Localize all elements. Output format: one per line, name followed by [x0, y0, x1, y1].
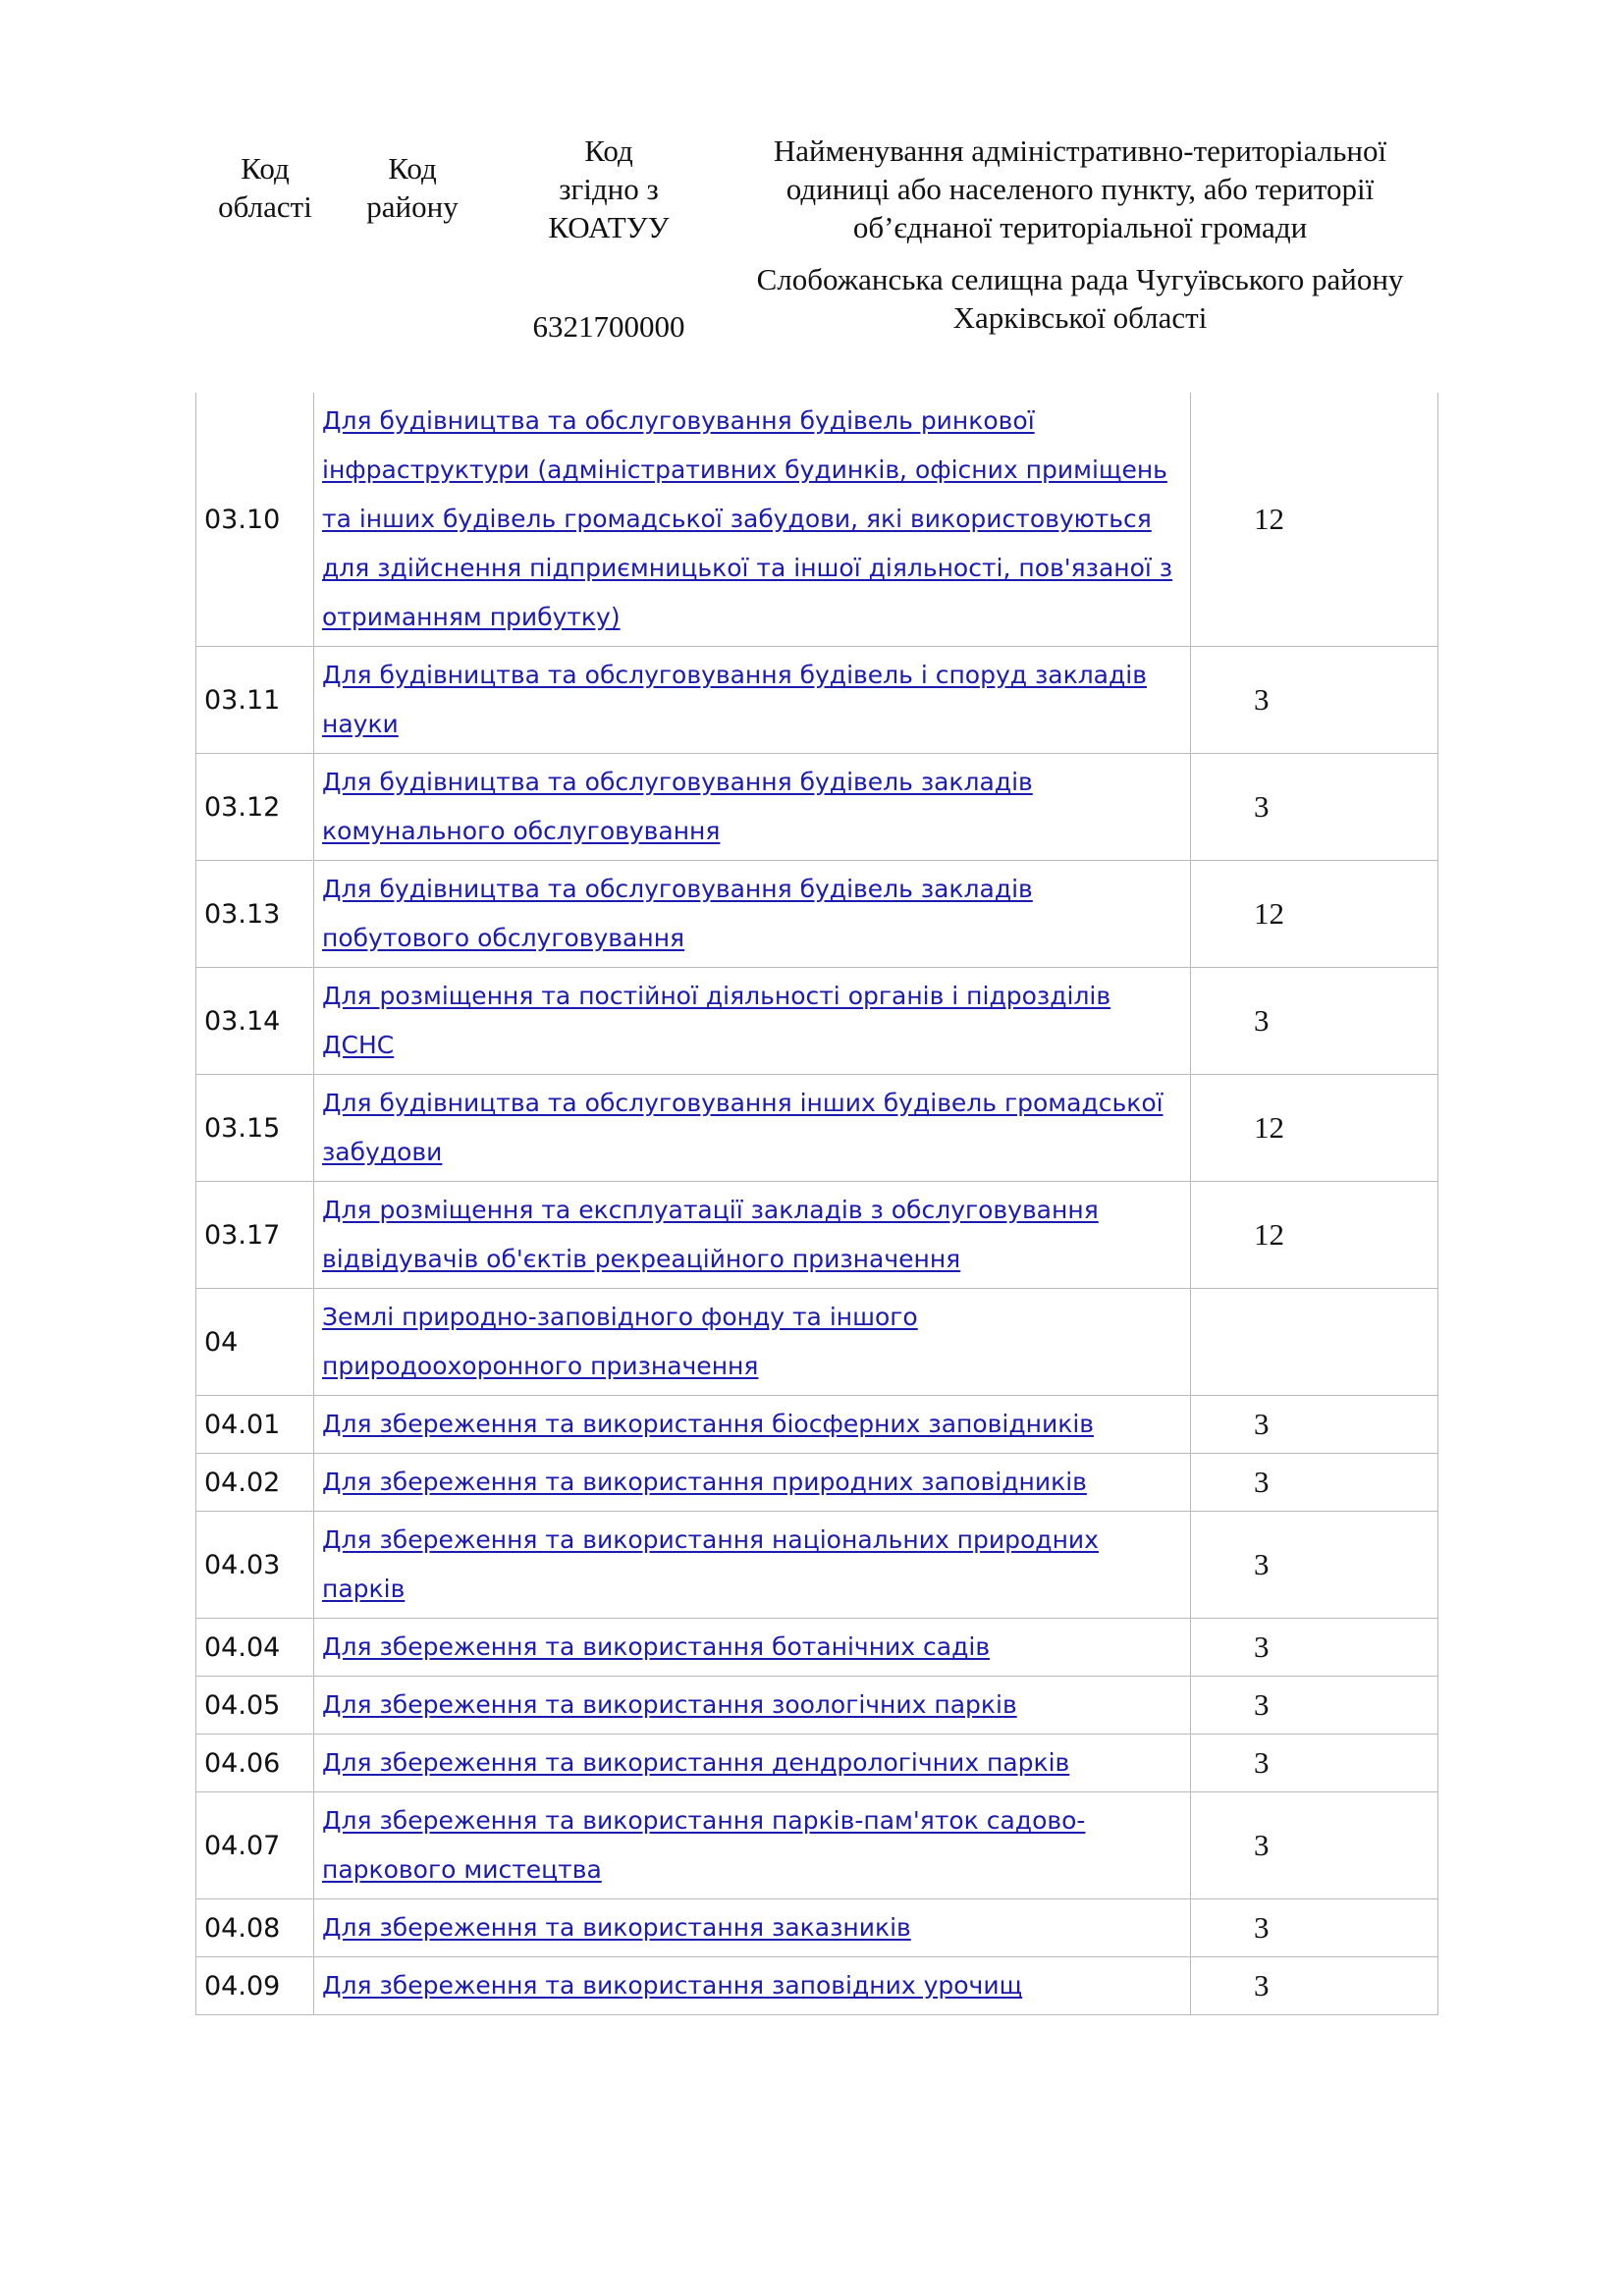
- purpose-description: [314, 1735, 1191, 1792]
- purpose-link-line: та інших будівель громадської забудови, які використовуються: [322, 505, 1152, 533]
- purpose-link-line: Для будівництва та обслуговування будівель ринкової: [322, 406, 1035, 435]
- purpose-link-line: Для будівництва та обслуговування будівель і споруд закладів: [322, 661, 1147, 689]
- purpose-link[interactable]: [322, 982, 1110, 1059]
- table-row: [196, 861, 1438, 968]
- table-row: [196, 1899, 1438, 1957]
- land-purpose-table-body: [196, 393, 1438, 2015]
- purpose-code: 03.14: [196, 968, 314, 1075]
- purpose-link-line: науки: [322, 710, 399, 738]
- purpose-link-line: відвідувачів об'єктів рекреаційного призначення: [322, 1245, 961, 1273]
- rate-value: 3: [1191, 1899, 1438, 1957]
- table-row: [196, 968, 1438, 1075]
- purpose-link-line: Для розміщення та експлуатації закладів з обслуговування: [322, 1196, 1099, 1224]
- purpose-link[interactable]: [322, 1690, 1017, 1719]
- purpose-link-line: парків: [322, 1575, 406, 1603]
- purpose-link[interactable]: [322, 1632, 990, 1661]
- purpose-code: 03.12: [196, 754, 314, 861]
- purpose-link[interactable]: [322, 768, 1033, 845]
- purpose-description: [314, 1396, 1191, 1454]
- purpose-link[interactable]: [322, 406, 1172, 631]
- rate-value: 3: [1191, 1677, 1438, 1735]
- purpose-description: [314, 1899, 1191, 1957]
- purpose-link-line: паркового мистецтва: [322, 1855, 602, 1884]
- purpose-code: 04.09: [196, 1957, 314, 2015]
- purpose-description: [314, 1075, 1191, 1182]
- table-row: [196, 1396, 1438, 1454]
- purpose-link-line: Для збереження та використання дендрологічних парків: [322, 1748, 1070, 1777]
- purpose-description: [314, 861, 1191, 968]
- purpose-link-line: Для збереження та використання парків-пам'яток садово-: [322, 1806, 1086, 1835]
- rate-value: 3: [1191, 968, 1438, 1075]
- unit-name-line: Слобожанська селищна рада Чугуївського району: [756, 262, 1404, 296]
- purpose-link-line: Для будівництва та обслуговування інших будівель громадської: [322, 1089, 1164, 1117]
- land-purpose-table: [195, 393, 1438, 2015]
- purpose-description: [314, 1619, 1191, 1677]
- purpose-link[interactable]: [322, 1525, 1099, 1603]
- purpose-link-line: Для збереження та використання ботанічних садів: [322, 1632, 991, 1661]
- purpose-link-line: Для збереження та використання біосферних заповідників: [322, 1410, 1094, 1438]
- unit-name: [717, 260, 1443, 337]
- purpose-link-line: Для будівництва та обслуговування будівель закладів: [322, 875, 1033, 903]
- koatuu-code-value: 6321700000: [532, 309, 685, 344]
- table-row: [196, 754, 1438, 861]
- table-row: [196, 1454, 1438, 1512]
- table-row: [196, 647, 1438, 754]
- purpose-link-line: інфраструктури (адміністративних будинків, офісних приміщень: [322, 455, 1167, 484]
- purpose-description: [314, 1182, 1191, 1289]
- purpose-link-line: забудови: [322, 1138, 443, 1166]
- purpose-link-line: побутового обслуговування: [322, 924, 685, 952]
- header-col-koatuu: [511, 132, 707, 246]
- purpose-description: [314, 754, 1191, 861]
- purpose-link-line: комунального обслуговування: [322, 817, 721, 845]
- purpose-code: 04.08: [196, 1899, 314, 1957]
- purpose-code: 04.01: [196, 1396, 314, 1454]
- purpose-link-line: ДСНС: [322, 1031, 395, 1059]
- purpose-code: 03.10: [196, 393, 314, 647]
- purpose-description: [314, 1957, 1191, 2015]
- purpose-link[interactable]: [322, 1806, 1085, 1884]
- rate-value: 12: [1191, 861, 1438, 968]
- rate-value: 12: [1191, 1075, 1438, 1182]
- purpose-link[interactable]: [322, 1410, 1094, 1438]
- rate-value: 3: [1191, 1512, 1438, 1619]
- purpose-link-line: Для збереження та використання національних природних: [322, 1525, 1099, 1554]
- rate-value: 3: [1191, 754, 1438, 861]
- rate-value: 12: [1191, 1182, 1438, 1289]
- table-row: [196, 1182, 1438, 1289]
- table-row: [196, 1512, 1438, 1619]
- rate-value: 3: [1191, 1454, 1438, 1512]
- purpose-code: 03.13: [196, 861, 314, 968]
- purpose-link[interactable]: [322, 1089, 1164, 1166]
- header-col-oblast: [196, 149, 334, 226]
- rate-value: 3: [1191, 1735, 1438, 1792]
- header-col-rayon: [344, 149, 481, 226]
- purpose-link-line: Землі природно-заповідного фонду та іншого: [322, 1303, 918, 1331]
- rate-value: [1191, 1289, 1438, 1396]
- purpose-code: 04.03: [196, 1512, 314, 1619]
- rate-value: 3: [1191, 1396, 1438, 1454]
- header-col-oblast-line: Код: [241, 151, 290, 186]
- table-row: [196, 1792, 1438, 1899]
- table-row: [196, 1075, 1438, 1182]
- header-col-rayon-line: Код: [388, 151, 437, 186]
- purpose-code: 04: [196, 1289, 314, 1396]
- purpose-code: 03.15: [196, 1075, 314, 1182]
- header-col-rayon-line: району: [366, 189, 459, 224]
- purpose-link-line: Для розміщення та постійної діяльності органів і підрозділів: [322, 982, 1111, 1010]
- table-row: [196, 393, 1438, 647]
- purpose-link[interactable]: [322, 661, 1147, 738]
- purpose-code: 03.17: [196, 1182, 314, 1289]
- purpose-link-line: Для збереження та використання заповідних урочищ: [322, 1971, 1023, 2000]
- purpose-link-line: Для збереження та використання природних заповідників: [322, 1468, 1087, 1496]
- header-col-koatuu-line: Код: [584, 133, 633, 168]
- table-row: [196, 1289, 1438, 1396]
- header-col-name-line: одиниці або населеного пункту, або території: [785, 172, 1375, 206]
- purpose-link[interactable]: [322, 875, 1033, 952]
- rate-value: 3: [1191, 1792, 1438, 1899]
- table-row: [196, 1735, 1438, 1792]
- purpose-link[interactable]: [322, 1468, 1087, 1496]
- purpose-description: [314, 1454, 1191, 1512]
- header-col-koatuu-line: згідно з: [559, 172, 659, 206]
- purpose-description: [314, 968, 1191, 1075]
- header-col-name: [717, 132, 1443, 246]
- purpose-description: [314, 1792, 1191, 1899]
- purpose-link[interactable]: [322, 1748, 1069, 1777]
- purpose-link-line: Для збереження та використання зоологічних парків: [322, 1690, 1017, 1719]
- purpose-description: [314, 647, 1191, 754]
- purpose-code: 04.05: [196, 1677, 314, 1735]
- purpose-link[interactable]: [322, 1196, 1099, 1273]
- purpose-link-line: Для збереження та використання заказників: [322, 1913, 911, 1942]
- rate-value: 3: [1191, 1957, 1438, 2015]
- purpose-description: [314, 1512, 1191, 1619]
- purpose-code: 03.11: [196, 647, 314, 754]
- table-row: [196, 1619, 1438, 1677]
- rate-value: 12: [1191, 393, 1438, 647]
- header-col-koatuu-line: КОАТУУ: [548, 210, 670, 244]
- purpose-link[interactable]: [322, 1971, 1022, 2000]
- purpose-description: [314, 393, 1191, 647]
- unit-name-line: Харківської області: [952, 300, 1208, 335]
- purpose-code: 04.06: [196, 1735, 314, 1792]
- header-col-name-line: Найменування адміністративно-територіальної: [773, 133, 1387, 168]
- purpose-description: [314, 1289, 1191, 1396]
- purpose-link-line: для здійснення підприємницької та іншої діяльності, пов'язаної з: [322, 554, 1173, 582]
- header-col-oblast-line: області: [218, 189, 312, 224]
- purpose-link-line: природоохоронного призначення: [322, 1352, 759, 1380]
- purpose-description: [314, 1677, 1191, 1735]
- rate-value: 3: [1191, 1619, 1438, 1677]
- purpose-link[interactable]: [322, 1303, 918, 1380]
- rate-value: 3: [1191, 647, 1438, 754]
- purpose-link[interactable]: [322, 1913, 911, 1942]
- koatuu-code: [511, 307, 707, 346]
- purpose-link-line: отриманням прибутку): [322, 603, 621, 631]
- table-row: [196, 1677, 1438, 1735]
- table-row: [196, 1957, 1438, 2015]
- purpose-code: 04.04: [196, 1619, 314, 1677]
- purpose-code: 04.07: [196, 1792, 314, 1899]
- purpose-link-line: Для будівництва та обслуговування будівель закладів: [322, 768, 1033, 796]
- header-col-name-line: об’єднаної територіальної громади: [852, 210, 1308, 244]
- purpose-code: 04.02: [196, 1454, 314, 1512]
